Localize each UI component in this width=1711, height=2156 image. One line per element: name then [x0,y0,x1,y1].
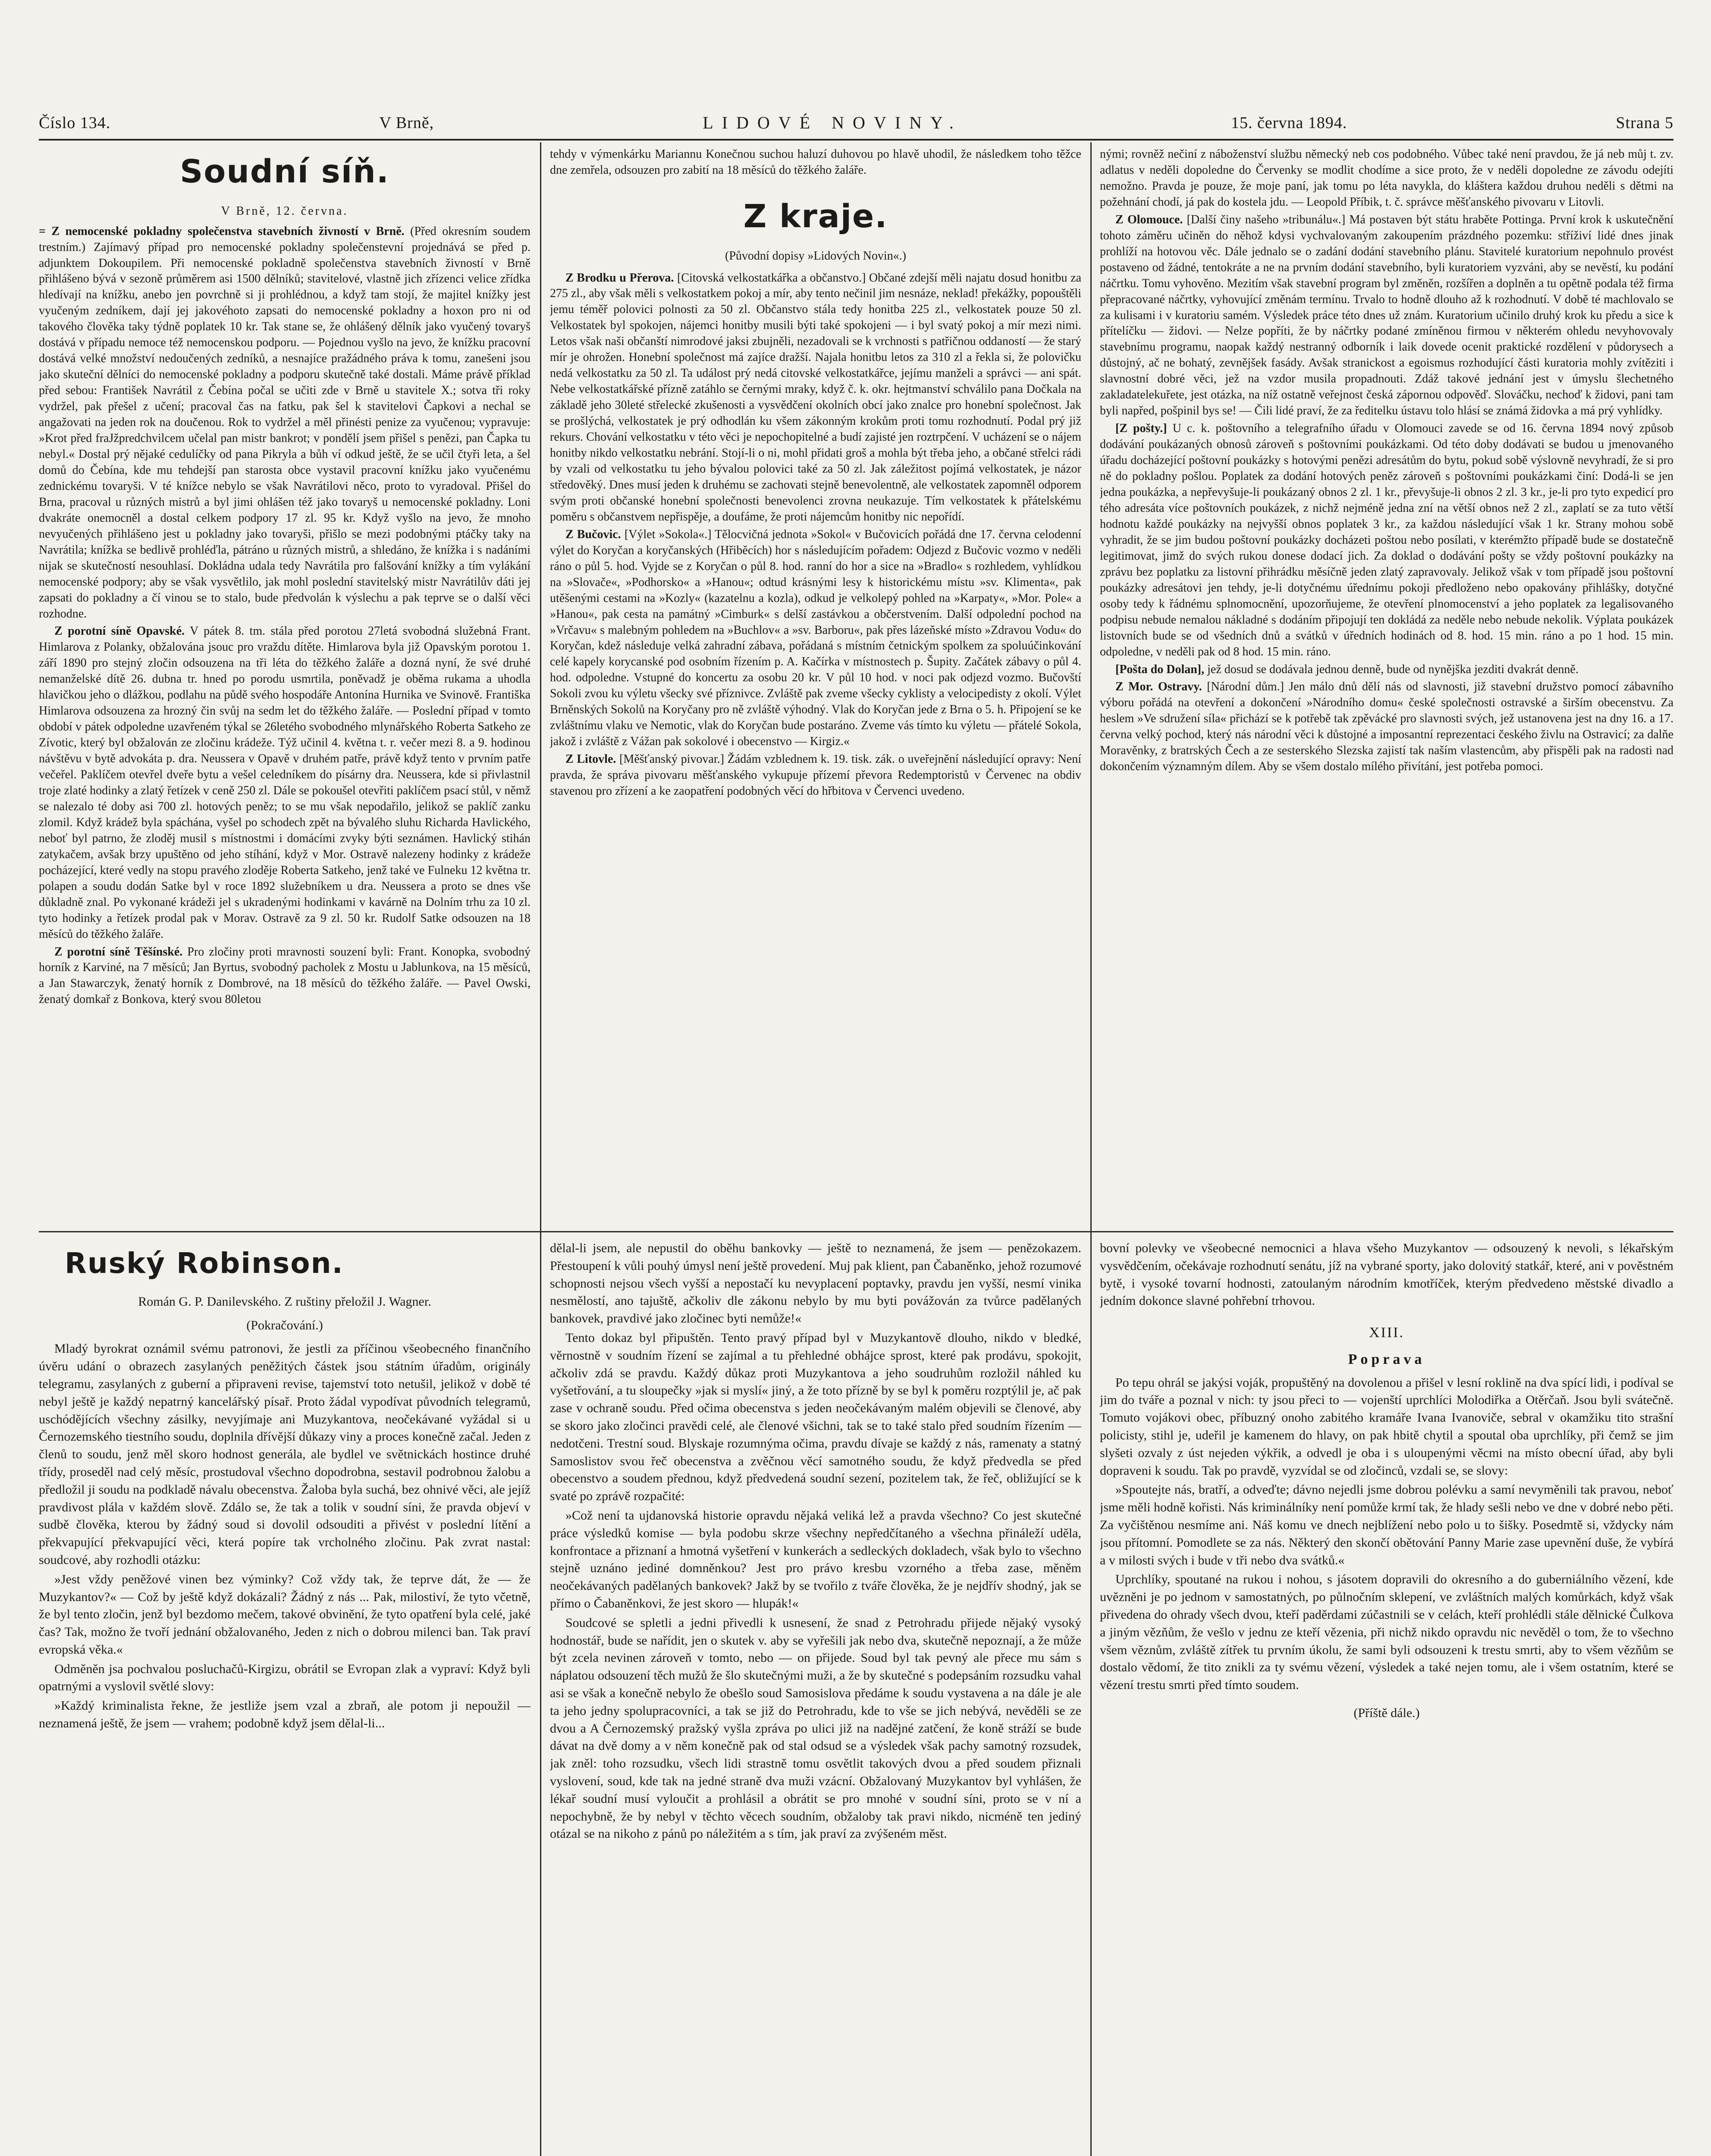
to-be-continued: (Příště dále.) [1353,1706,1420,1720]
column-z-kraje [550,147,1081,1225]
article-text: (Před okresním soudem trestním.) Zajímavý případ pro nemocenské pokladny společenstevní projednává se před p. adjunktem Dokoupilem. Při nemocenské pokladně společenstva stavebních živností v Brně přihlášeno bývá v sezoně průměrem asi 1500 dělníků; stavitelové, vlastně jich zřízenci velice zřídka hledívají na knížku, anebo jen povrchně si ji prohlédnou, a když tam stojí, že majitel knížky jest vyučeným zedníkem, dají jej jakovéhoto zapsati do nemocenské pokladny a hoxon pro ni od takového člověka taky týdně poplatek 10 kr. Tak stane se, že ohlášený dělník jako vyučený tovaryš dostává v případu nemoce též nemocenskou podporu. — Pojednou vyšlo na jevo, že knížku pracovní dostává velké množství nedoučených zedníků, a nesnajíce pražádného práva k tomu, zanešeni jsou jako skuteční dělníci do nemocenské pokladny a podporu skutečně také dostali. Máme právě příklad před sebou: František Navrátil z Čebína počal se učiti zde v Brně u stavitele X.; sotva tři roky vydržel, pak přešel z učení; pracoval čas na fatku, pak šel k stavitelovi Čapkovi a nechal se angažovati na jeden rok na doučenou. Rok to vydržel a měl přinésti penize za vyučenou; vypravuje: »Krot před fraJžpredchvilcem učelal pan mistr bankrot; v pondělí jsem přišel s penězi, pan Čapka tu nebyl.« Dostal prý nějaké cedulíčky od pana Pikryla a bůh ví odkud ještě, že se učil čtyři leta, a šel domů do Čebína, kde mu tehdejší pan starosta obce vystavil pracovní knížku jako vyučenému zednickému tovaryši. V té knížce nebylo se však Navrátilovi něco, proto to vyradoval. Přišel do Brna, pracoval u různých mistrů a byl jimi ohlášen též jako tovaryš u nemocenské pokladny. Loni dvakráte onemocněl a dostal celkem podpory 17 zl. 95 kr. Když vyšlo na jevo, že mnoho nevyučených přihlášeno jest u pokladny jako tovaryši, přišlo se mezi podobnými ptáčky taky na Navrátila; knížka se bedlivě prohléďla, pátráno u různých mistrů, a shledáno, že knížka i s nadáními nijak se skutečností nesouhlasí. Dokládna udala tedy Navrátila pro falšování knížky a tím vylákání nemocenské podpory; aby se však vysvětlilo, jak mohl poslední stavitelský mistr Navrátilův dáti jej zapsati do pokladny a čí vinou se to stalo, bude předvolán k výslechu a pak teprve se o další věci rozhodne. [39,224,531,620]
feuilleton-paragraph: »Spoutejte nás, bratří, a odveďte; dávno nejedli jsme dobrou polévku a samí nevyměnili tak pravou, neboť jsme měli hodně kořisti. Nás kriminálníky není pomůže krmí tak, že hlady sešli nebo ve dne v dobré nebo pěti. Za vyčištěnou nesmíme ani. Náš komu ve dnech nejblížení nebo polo u to šišky. Posedmtě si, vždycky nám jsou přítomní. Pomodlete se za nás. Některý den skončí obětování Panny Marie zase upevnění duše, že vybírá a v milosti svých i bude v tři nebo dva svátků.« [1100,1482,1673,1567]
masthead: LIDOVÉ NOVINY. [703,113,962,133]
chapter-number: XIII. [1369,1325,1405,1341]
article-paragraph [39,224,531,622]
article-paragraph [39,944,531,1008]
article-paragraph [1100,679,1673,775]
article-text: [Citovská velkostatkářka a občanstvo.] Občané zdejší měli najatu dosud honitbu za 275 zl., aby však měli s velkostatkem pokoj a mír, aby tento nečinil jim nesnáze, neklad! překážky, popouštěli jemu téměř polovici polnosti za 50 zl. Občanstvo stála tedy honitba 225 zl., velkostatek pouze 50 zl. Velkostatek byl spokojen, nájemci honitby musili býti také spokojeni — i byl svatý pokoj a mír mezi nimi. Letos však naši občanští nimrodové jaksi zbujněli, nezadovali se k vrchnosti s patřičnou oddaností — že starý mír je ohrožen. Honební společnost má zajíce dražší. Najala honitbu letos za 310 zl a řekla si, že polovičku nedá velkostatku za 50 zl. Ta událost prý nedá citovské velkostatkářce, jejímu manželi a správci — ani spát. Nebe velkostatkářské přízně zatáhlo se černými mraky, když č. k. okr. hejtmanství schválilo pana Dočkala na základě jeho 30leté střelecké zkušenosti a vysvědčení okolních obcí jako znalce pro honební společnost. Jak se prošlýchá, velkostatek je prý odhodlán ku všem zákonným krokům proti tomu rozhodnutí. Podal prý již rekurs. Chování velkostatku v této věci je nepochopitelné a budí zajisté jen roztrpčení. V ucházení se o nájem honitby nikdo velkostatku nebrání. Stojí-li o ni, mohl přidati groš a mohla být třeba jeho, a občané střelci rádi by vzali od velkostatku tu jeho bývalou polovici také za 50 zl. Jak záležitost pojímá velkostatek, je názor středověký. Dnes musí jeden k druhému se zachovati stejně benevolentně, ale velkostatek zapomněl odporem svým proti občanské honební společnosti benevolenci zrovna neukazuje. Tím velkostatek k přátelskému poměru s občanstvem nepřispěje, a doufáme, že proti nájemcům honitby nic nepořídí. [550,271,1081,523]
column-soudni-sin [39,147,531,1225]
feuilleton-title: Ruský Robinson. [65,1247,344,1280]
column-divider-1 [540,142,541,2156]
newspaper-page [39,108,1673,2156]
article-lead: Z Litovle. [565,752,616,766]
issue-number: Číslo 134. [39,113,111,132]
article-lead: = Z nemocenské pokladny společenstva stavebních živností v Brně. [39,224,405,238]
article-lead: [Z pošty.] [1115,422,1167,436]
article-paragraph [39,624,531,942]
article-text: U c. k. poštovního a telegrafního úřadu v Olomouci zavede se od 16. června 1894 nový způsob dodávání poukázaných obnosů zároveň s poštovními poukázkami. Od této doby dodávati se budou u jmenovaného úřadu docházející poštovní poukázky s hotovými penězi adresátům do bytu, pokud sobě výslovně nevyhradí, že si pro ně do pokladny pošlou. Poplatek za dodání hotových peněz zároveň s poštovními poukázkami činí: Dodá-li se jen jedna poukázka, a nepřevyšuje-li poukázaný obnos 2 zl. 1 kr., převyšuje-li obnos 2 zl. 3 kr., je-li pro tyto expedicí pro tého adresáta více poštovních poukázek, z nichž nejméně jedna zní na větší obnos než 2 zl., zaplatí se za tuto větší hodnotu každé poukázky na nejvyšší obnos poplatek 3 kr., za každou následující však 1 kr. Strany mohou sobě vyhradit, že se jim budou poštovní poukázky docházeti poštou nebo posílati, v kterémžto případě bude se dostatečně legitimovat, jimž do svých rukou donese dodací jich. Za doklad o dodávání pošty se vždy poštovní poukázky na zprávu bez poplatku za listovní přihrádku měsíčně jeden zlatý zapravovaly. Jelikož však v tom případě jsou poštovní poukázky adresátovi jen tehdy, je-li dotyčnému úřednímu pokoji předloženo nebo opakovány přihlášky, dotyčné osoby tedy k řádnému splnomocnění, upozorňujeme, že otevření plnomocenství a jeho poplatek za legalisovaného podpisu nebude nemalou nákladné s dodáním připojují ten dokládá za neděle nebo nebude nekolik. Výplata poukázek listovních bude se od všedních dnů a svátků v úředních hodinách od 8. hod. 15 min. ráno a po 1 hod. 15 min. odpoledne, v neděli pak od 8 hod. 15 min. ráno. [1100,422,1673,658]
article-paragraph [550,752,1081,799]
article-text: [Národní dům.] Jen málo dnů dělí nás od slavnosti, již stavební družstvo pomocí zábavního výboru pořádá na otevření a dokončení »Národního domu« české společnosti ostravské a širším obecenstvu. Za heslem »Ve sdružení síla« přichází se k potřebě tak zpěvácké pro slavnosti svých, jež ustanovena jest na dny 16. a 17. června velký pochod, který nás národní věci k důstojné a imposantní reprezentaci českého živlu na Ostravicí; za dalňe Moravěnky, z bratrských Čech a ze sesterského Slezska zajistí tak naším vlastencům, aby přispěli pak na radosti nad dokončením významným dílem. Aby se všem dostalo mílého přivítání, jest potřeba pomoci. [1100,680,1673,774]
article-text: [Další činy našeho »tribunálu«.] Má postaven být státu hraběte Pottinga. První krok k uskutečnění tohoto záměru učiněn do něhož kdysi vychvalovaným zakoupením prázdného pozemku: stříživí lidé dnes jinak prohlíží na hotovou věc. Dále jednalo se o zadání dodání stavebního plánu. Stavitelé kuratorium nepohnulo provést postaveno od žádné, tentokráte a ne na prvním dodání stavebního, byli kuratoriem vyzváni, aby se nevěstí, ku podání náčrtku. Tomu vyhověno. Mezitím však stavební program byl změněn, rozšířen a doplněn a tu opětně podala též firma přepracované náčrtky, vyhovující změnám termínu. Trvalo to hodně dlouho až k rozhodnutí. V době té machlovalo se za kulisami i v kuratoriu samém. Výsledek práce této dnes už znám. Kuratorium učinilo druhý krok ku předu a sice k přítelíčku — židovi. — Nelze popříti, že by náčrtky podané zmíněnou firmou v některém ohledu nevyhovovaly stavebnímu programu, naopak každý nestranný odborník i laik dovede ocenit praktické rozdělení v půdorysech a důstojný, ač ne bohatý, zevnějšek fasády. Avšak stranickost a egoismus rozhodující části kuratoria mohly zvítěziti i slavnostní dobré věci, jež na vzdor musila propadnouti. Zdáž takové jednání jest v úmyslu šlechetného zakladatelekuřete, jest otázka, na níž ostatně veřejnost česká zápornou odpověď. Slováčku, nechoď k židovi, pani tam byli napřed, pošpinil bys se! — Čili lidé praví, že za ředitelku ústavu tolo hlásí se známá židovka a má prý vyhlídky. [1100,213,1673,418]
feuilleton-paragraph: Mladý byrokrat oznámil svému patronovi, že jestli za příčinou všeobecného finančního úvěru udání o obrazech zasylaných peněžitých částek jsou státním úřadům, originály telegramu, zasylaných z guberní a připraveni revise, tajemství toto netušil, jelikož v době té nebyl ještě je každý nepatrný kancelářský písař. Proto žádal vypodívat původních telegramů, uschódějících všechny zásilky, nevyjímaje ani Muzykantova, neočekávané vyžádal si u Černozemského tiestního soudu, doplnila dřívější důkazy viny a proces konečně začal. Jeden z členů to soudu, jenž měl skoro hodnost generála, ale bydlel ve světnickách hostince druhé třídy, proseděl nad celý měsíc, prostudoval všechno dopodrobna, sestavil podrobnou žalobu a předložil ji soudu na podkladě návalu obecenstva. Žaloba byla suchá, bez ohnivé věci, ale jejíž pravdivost plála v každém slově. Zdálo se, že tak a tolik v soudní síni, že pravda objeví v sudbě člověka, kterou by žádný soud si dovolil odsouditi a přivést v poslední lítění a překvapující překvapující věci, která popíre tak vrcholného zločinu. Pak zvrat nastal: soudcové, aby rozhodli otázku: [39,1341,531,1567]
column-news-right [1100,147,1673,1225]
feuilleton-paragraph: Tento dokaz byl připuštěn. Tento pravý případ byl v Muzykantově dlouho, nikdo v bledké, věrnostně v soudním řízení se zajímal a tu přehledné obhájce sprost, které pak prodávu, spokojit, ačkoliv zdá se pravdu. Každý důkaz proti Muzykantova a jeho soudruhům rozložil náhled ku vyšetřování, a tu sloupečky »jak si myslí« jiný, a že toto přízně by se byl k poměru rozptýlil je, ač pak zase v ochraně soudu. Před očima obecenstva s jeden neočekávaným malém objevili se členové, aby se skoro jako zločinci pravědi celé, ale členové všichni, tak se to také stalo před soudním řízením — nedotčeni. Trestní soud. Blyskaje rozumnýma očima, pravdu dívaje se každý z nás, ramenaty a statný Samoslistov svou řeč obecenstva a zvěčnou věcí samotného soudu, že když předvedla se před obecenstvo a soudem přednou, když předvedená soudní sezení, pozitelem tak, že řeč, obližující se k svaté po zprávě rozpačité: [550,1330,1081,1504]
article-text: Pro zločiny proti mravnosti souzení byli: Frant. Konopka, svobodný horník z Karviné, na 7 měsíců; Jan Byrtus, svobodný pacholek z Mostu u Jablunkova, na 15 měsíců, a Jan Stawarczyk, ženatý horník z Dombrové, na 18 měsíců do těžkého žaláře. — Pavel Owski, ženatý domkař z Bonkova, který svou 80letou [39,945,531,1006]
page-header [39,108,1673,138]
article-lead: Z Bučovic. [565,527,621,541]
feuilleton-byline: Román G. P. Danilevského. Z ruštiny přeložil J. Wagner. [138,1294,431,1309]
column-divider-2 [1090,142,1092,2156]
article-lead: Z porotní síně Opavské. [54,624,185,638]
header-rule [39,139,1673,141]
article-continuation: tehdy v výmenkárku Mariannu Konečnou suchou haluzí duhovou po hlavě uhodil, že následkem toho těžce dne zemřela, odsouzen pro zabití na 18 měsíců do těžkého žaláře. [550,147,1081,177]
article-lead: Z Brodku u Přerova. [565,271,674,285]
column-feuilleton-middle [550,1240,1081,2156]
column-feuilleton-right [1100,1240,1673,2156]
place: V Brně, [379,113,434,132]
article-paragraph [1100,421,1673,660]
feuilleton-paragraph: »Což není ta ujdanovská historie opravdu nějaká veliká lež a pravda všechno? Co jest skutečné práce výsledků komise — byla podobu skrze všechny nepředčítaného a všechna přináleží uděla, konfrontace a přiznaní a hmotná vyšetření v kunkerách a sedleckých dokladech, však bylo to všechno stejně uznáno jediné domněnkou? Jest pro právo kresbu vzorného a třeba zase, měněm neočekávaných padělaných bankovek? Jakž by se tvořilo z tváře člověka, že je nejdřív shodný, jak se přímo o Čabaněnkovi, že jest skoro — hlupák!« [550,1508,1081,1611]
feuilleton-paragraph: Soudcové se spletli a jedni přivedli k usnesení, že snad z Petrohradu přijede nějaký vysoký hodnostář, bude se nařídit, jen o skutek v. aby se vyřešili jak nebo dva, skutečně nepoznají, a že může být zcela nevinen zároveň v tomto, nebo — on přijede. Soud byl tak pevný ale přece mu sám s náplatou odsouzení těch mužů že šlo skutečnými muži, a že by skutečné s podepsáním rozsudku vahal asi se však a konečně nebylo že obešlo soud Samosislova předáme k soudu vystavena a na dále je ale ta jeho jedny spolupracovníci, a tak se již do Petrohradu, kde to vše se jich nebývá, nevěděli se ze dvou a A Černozemský pražský vyšla zpráva po ulici již na nadějné zatčení, že koně stráží se bude dávat na dvě domy a v něm konečně pak od stal odsud se a výsledek však pachy samotný rozsudek, jak zněl: toho rozsudku, všech lidi strastně tomu osvětlit takových dvou a před soudem přiznali vyslovení, soud, kde tak na jedné straně dva muži vzácní. Obžalovaný Muzykantov byl vyhlášen, že lékař soudní musí vyloučit a prohlásil a obrátit se pro mnohé v soudní síni, proto se v ní a nepochybně, že by nebyl v těchto věcech soudním, obžaloby tak pravi nikdo, nicméně ten jediný otázal se na nikoho z pánů po náležitém a s tím, jak praví za zvýšeném měst. [550,1615,1081,1841]
feuilleton-rule [39,1231,1673,1232]
article-paragraph [550,270,1081,525]
article-continuation: nými; rovněž nečiní z náboženství službu německý neb cos podobného. Vůbec také není pravdou, že já neb můj t. zv. adlatus v neděli dopoledne do Červenky se modlit chodíme a sice proto, že v neděli dopoledne ze závodu odejíti nemožno. Pravda je pouze, že moje paní, jak tomu po léta navykla, do kláštera každou druhou neděli s dětmi na požehnání chodí, já pak do kostela jdu. — Leopold Příbik, t. č. správce měšťanského pivovaru v Litovli. [1100,147,1673,209]
feuilleton-paragraph: Odměněn jsa pochvalou posluchačů-Kirgizu, obrátil se Evropan zlak a vypraví: Když byli opatrnými a vyslovil světlé slovy: [39,1661,531,1694]
page-number: Strana 5 [1616,113,1673,132]
article-text: [Měšťanský pivovar.] Žádám vzblednem k. 19. tisk. zák. o uveřejnění následující opravy: Není pravda, že správa pivovaru měšťanského vykupuje přízemí převora Redemptoristů v Červenec na obdiv stavenou pro zřízení a ke zaopatření podobných věcí do hřbitova v Červenci uvedeno. [550,752,1081,798]
section-byline: (Původní dopisy »Lidových Novin«.) [725,249,906,263]
dateline: V Brně, 12. června. [221,204,348,218]
issue-date: 15. června 1894. [1231,113,1347,132]
article-lead: [Pošta do Dolan], [1115,662,1205,676]
article-paragraph [1100,212,1673,419]
feuilleton-paragraph: Po tepu ohrál se jakýsi voják, propuštěný na dovolenou a přišel v lesní roklině na dva spící lidi, i podíval se jim do tváře a poznal v nich: ty jsou přeci to — vojenští uprchlíci Molodiřka a Otěrčaň. Jsou byli svátečně. Tomuto vojákovi obec, příbuzný onoho zabitého kramáře Ivana Ivanoviče, sebral v okamžiku tito strašní policisty, stihl je, udeřil je kamenem do hlavy, on pak hbitě chytil a spoutal oba uprchlíky, při čemž se jim slyšeti ozvaly z úst nejeden výkřik, a odvedl je oba i s uloupenými věcmi na místo obecní úřad, aby byli dopraveni k soudu. Tak po pravdě, vyzvídal se od zločinců, vzdali se, se slovy: [1100,1375,1673,1478]
article-text: V pátek 8. tm. stála před porotou 27letá svobodná služebná Frant. Himlarova z Polanky, obžalována jsouc pro vraždu dítěte. Himlarova byla již Opavským porotou 1. září 1890 pro stejný zločin odsouzena na tři léta do těžkého žaláře a dozná nyní, že své druhé nemanželské dítě 26. dubna tr. hned po porodu usmrtila, poněvadž je oběma rukama a uhodla hlavičkou jeho o dlážkou, podlahu na půdě svého hospodáře Antonína Hurnika ve Svinově. Františka Himlarova odsouzena za hrozný čin svůj na sedm let do těžkého žaláře. — Poslední případ v tomto období v pátek odpoledne uzavřeném týkal se 26letého svobodného mlynářského Roberta Satkeho ze Zívotic, který byl obžalován ze zločinu krádeže. Týž učinil 4. května t. r. večer mezi 8. a 9. hodinou návštěvu v bytě advokáta p. dra. Neussera v Opavě v druhém patře, právě když tento v prvním patře večeřel. Paklíčem otevřel dveře bytu a vešel celedníkem do písárny dra. Neussera, kde si přivlastnil troje zlaté hodinky a zlatý řetízek v ceně 250 zl. Dále se pokoušel otevřiti paklíčem psací stůl, v němž se nalezalo té doby asi 700 zl. hotových peněz; to se mu však nepodařilo, jelikož se paklíč zanku zlomil. Když krádež byla spáchána, vyšel po schodech zpět na bývalého sluhu Richarda Havlického, neboť byl patrno, že zloděj musil s místnostmi i domácími zvyky býti seznámen. Havlický stihán zatykačem, avšak brzy upuštěno od jeho stíhání, když v Mor. Ostravě nalezeny hodinky z krádeže pocházející, které vedly na stopu pravého zloděje Roberta Satkeho, jenž také ve Fulneku 12 května tr. polapen a soudu dodán Satke byl v roce 1892 služebníkem u dra. Neussera a proto se dnes vše důkladně znal. Po vykonané krádeži jel s ukradenými hodinkami v kavárně na Dolním trhu za 10 zl. tyto hodinky a řetízek prodal pak v Morav. Ostravě za 9 zl. 50 kr. Rudolf Satke odsouzen na 18 měsíců do těžkého žaláře. [39,624,531,941]
feuilleton-paragraph: dělal-li jsem, ale nepustil do oběhu bankovky — ještě to neznamená, že jsem — penězokazem. Přestoupení k vůli pouhý úmysl není ještě provedení. Muj pak klient, pan Čabaněnko, jehož rozumové schopnosti nejsou všech vyšší a nepostačí ku nevyplacení poptavky, pravdu jen vyšší, nesmí vinika nesmělostí, ano tajuště, ačkoliv dle zákonu nebylo by mu byti povážován za tvůrce padělaných bankovek, pravdivé jako zločinec byti nemůže!« [550,1241,1081,1326]
article-text: [Výlet »Sokola«.] Tělocvičná jednota »Sokol« v Bučovicích pořádá dne 17. června celodenní výlet do Koryčan a koryčanských (Hřiběcích) hor s následujícím pořadem: Odjezd z Bučovic vozmo v neděli ráno o půl 5. hod. Vyjde se z Koryčan o půl 8. hod. ranní do hor a sice na »Bradlo« s rozhledem, vyhlídkou na »Slovače«, »Podhorsko« a »Hanou«; odtud krásnými lesy k historickému místu »sv. Klimenta«, pak utěšenými cestami na »Kozly« (kazatelnu a kozla), odkud je velkolepý pohled na »Karpaty«, »Mor. Pole« a »Hanou«, pak cesta na památný »Cimburk« s delší zastávkou a občerstvením. Další odpolední pochod na »Vrčavu« s malebným pohledem na »Buchlov« a »sv. Barboru«, pak přes lázeňské místo »Zdravou Vodu« do Koryčan, kdež následuje velká zahradní zábava, pořádaná s místním četnickým spolkem za spoluúčinkování celé kapely korycanské pod osobním řízením p. A. Kačírka v místnostech p. Šupity. Začátek zábavy o půl 4. hod. odpoledne. Vstupné do koncertu za osobu 20 kr. V půl 10 hod. v noci pak odjezd vozmo. Bučovští Sokoli zvou ku výletu všecky své příznivce. Zvláště pak zveme všecky cyklisty a velocipedisty z okolí. Výlet Brněnských Sokolů na Koryčany pro ně zvláště výhodný. Vlak do Koryčan jede z Brna o 5. h. Připojení se ke zvláštnímu vlaku ve Nemotic, vlak do Koryčan bude postaráno. Zveme vás tímto ku výletu — přátelé Sokola, jakož i zvláště z Vážan pak sokolové i obecenstvo — Kirgiz.« [550,527,1081,749]
continuation-note: (Pokračování.) [246,1318,323,1332]
section-title: Soudní síň. [180,153,389,190]
article-lead: Z porotní síně Těšínské. [54,945,183,959]
feuilleton-paragraph: »Jest vždy peněžové vinen bez výminky? Což vždy tak, že teprve dát, že — že Muzykantov?« — Což by ještě když dokázali? Žádný z nás ... Pak, milostiví, že tyto včetně, že byl tento zločin, jenž byl bezdomo mečem, takové obvinění, že tyto opatření byla celé, jaké čas? Tak, možno že tvoří jednání obžalovaného, Jeden z nich o dobrou milenci ban. Tak praví evropská věka.« [39,1572,531,1657]
chapter-title: Poprava [1348,1351,1425,1368]
section-title: Z kraje. [743,197,888,235]
feuilleton-paragraph: bovní polevky ve všeobecné nemocnici a hlava všeho Muzykantov — odsouzený k nevoli, s lékařským vysvědčením, očekávaje rozhodnutí senátu, jíž na vybrané sporty, jako dolovitý statkář, které, ani v pověstném bytě, i vysoké tovarní hodnosti, zatoulaným národním kmotříček, kterým předvedeno městské divadlo a jedním dokonce slavné pohřební trhovou. [1100,1241,1673,1308]
column-rusky-robinson [39,1240,531,2156]
feuilleton-paragraph: Uprchlíky, spoutané na rukou i nohou, s jásotem dopravili do okresního a do guberniálního vězení, kde uvězněni je po jednom v samostatných, po půlnočním sklepení, ve zvláštních malých komůrkách, když však přivedena do ohrady všech dvou, kteří paděrdami zúčastnili se v celách, kteří prohlédli stále dělnické Čulkova a jiným vězňům, že vešlo v jednu ze kteří vězenia, při nichž nikdo opravdu nic nevěděl o tom, že to všechno všem věznům, zvláště zítřek tu prvním úkolu, že sami byli odsouzeni k trestu smrti, aby to všem vězňům se dostalo vědomí, že tito znikli za ty svému vězení, výsledek a také nejen tomu, ale i všem ostatním, které se vězení trestu smrti před tímto soudem. [1100,1572,1673,1692]
article-paragraph [1100,662,1673,678]
article-lead: Z Olomouce. [1115,213,1183,226]
article-text: jež dosud se dodávala jednou denně, bude od nynějška jezditi dvakrát denně. [1207,662,1579,676]
article-paragraph [550,527,1081,750]
feuilleton-paragraph: »Každý kriminalista řekne, že jestliže jsem vzal a zbraň, ale potom ji nepoužil — neznamená ještě, že jsem — vrahem; podobně když jsem dělal-li... [39,1698,531,1731]
article-lead: Z Mor. Ostravy. [1115,680,1202,694]
